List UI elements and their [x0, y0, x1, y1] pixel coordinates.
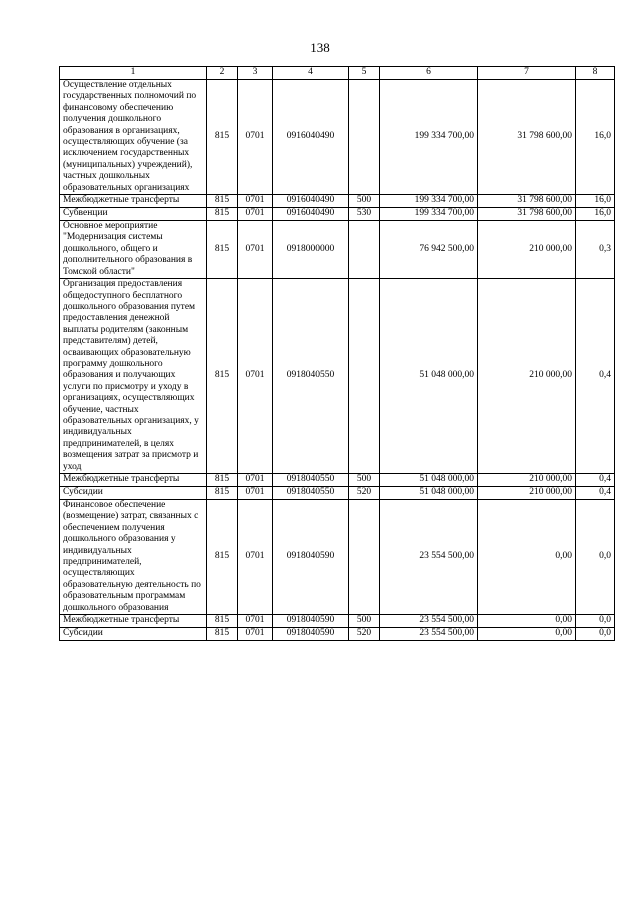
cell-expense-type: [349, 500, 380, 615]
cell-section: 0701: [238, 615, 273, 628]
cell-actual: 210 000,00: [478, 474, 576, 487]
row-name: Субвенции: [60, 208, 207, 221]
table-row: [60, 80, 615, 195]
cell-actual: 0,00: [478, 615, 576, 628]
cell-target-article: 0918000000: [273, 221, 349, 279]
cell-percent: 0,4: [576, 474, 615, 487]
cell-ministry: 815: [207, 615, 238, 628]
row-name: Финансовое обеспечение (возмещение) затрат, связанных с обеспечением получения дошкольного образования у индивидуальных предпринимателей, осуществляющих образовательную деятельность по образовательным программам дошкольного образования: [60, 500, 207, 615]
header-cell: 7: [478, 67, 576, 80]
cell-actual: 0,00: [478, 628, 576, 641]
header-cell: 1: [60, 67, 207, 80]
cell-plan: 76 942 500,00: [380, 221, 478, 279]
row-name: Субсидии: [60, 628, 207, 641]
row-name: Межбюджетные трансферты: [60, 615, 207, 628]
table-row: [60, 500, 615, 615]
cell-percent: 0,0: [576, 500, 615, 615]
cell-target-article: 0918040590: [273, 628, 349, 641]
cell-percent: 0,4: [576, 487, 615, 500]
cell-plan: 51 048 000,00: [380, 279, 478, 474]
cell-ministry: 815: [207, 208, 238, 221]
cell-target-article: 0918040590: [273, 615, 349, 628]
row-name: Межбюджетные трансферты: [60, 474, 207, 487]
cell-target-article: 0918040550: [273, 279, 349, 474]
cell-percent: 0,4: [576, 279, 615, 474]
cell-ministry: 815: [207, 195, 238, 208]
cell-section: 0701: [238, 474, 273, 487]
header-cell: 5: [349, 67, 380, 80]
table-row: [60, 279, 615, 474]
cell-actual: 210 000,00: [478, 487, 576, 500]
header-cell: 6: [380, 67, 478, 80]
cell-ministry: 815: [207, 500, 238, 615]
cell-section: 0701: [238, 628, 273, 641]
cell-plan: 23 554 500,00: [380, 628, 478, 641]
cell-ministry: 815: [207, 487, 238, 500]
cell-plan: 199 334 700,00: [380, 80, 478, 195]
budget-table: [59, 66, 615, 641]
table-row: [60, 195, 615, 208]
cell-percent: 0,0: [576, 615, 615, 628]
cell-percent: 0,0: [576, 628, 615, 641]
cell-plan: 51 048 000,00: [380, 487, 478, 500]
cell-expense-type: 500: [349, 615, 380, 628]
cell-target-article: 0918040550: [273, 474, 349, 487]
cell-percent: 16,0: [576, 208, 615, 221]
cell-target-article: 0916040490: [273, 208, 349, 221]
cell-target-article: 0918040550: [273, 487, 349, 500]
row-name: Межбюджетные трансферты: [60, 195, 207, 208]
cell-ministry: 815: [207, 279, 238, 474]
cell-expense-type: 500: [349, 195, 380, 208]
cell-expense-type: 500: [349, 474, 380, 487]
cell-ministry: 815: [207, 221, 238, 279]
cell-percent: 0,3: [576, 221, 615, 279]
cell-expense-type: [349, 80, 380, 195]
header-cell: 8: [576, 67, 615, 80]
cell-actual: 31 798 600,00: [478, 208, 576, 221]
cell-section: 0701: [238, 208, 273, 221]
cell-expense-type: 530: [349, 208, 380, 221]
cell-expense-type: [349, 221, 380, 279]
cell-expense-type: 520: [349, 487, 380, 500]
table-header-row: [60, 67, 615, 80]
cell-expense-type: 520: [349, 628, 380, 641]
cell-section: 0701: [238, 195, 273, 208]
table-row: [60, 221, 615, 279]
cell-actual: 31 798 600,00: [478, 195, 576, 208]
cell-target-article: 0918040590: [273, 500, 349, 615]
cell-section: 0701: [238, 279, 273, 474]
cell-target-article: 0916040490: [273, 80, 349, 195]
cell-expense-type: [349, 279, 380, 474]
cell-actual: 210 000,00: [478, 279, 576, 474]
header-cell: 2: [207, 67, 238, 80]
row-name: Организация предоставления общедоступного бесплатного дошкольного образования путем предоставления денежной выплаты родителям (законным представителям) детей, осваивающих образовательную программу дошкольного образования и получающих услуги по присмотру и уходу в организациях, осуществляющих обучение, частных образовательных организациях, у индивидуальных предпринимателей, в целях возмещения затрат за присмотр и уход: [60, 279, 207, 474]
cell-plan: 23 554 500,00: [380, 500, 478, 615]
cell-actual: 31 798 600,00: [478, 80, 576, 195]
cell-percent: 16,0: [576, 80, 615, 195]
cell-percent: 16,0: [576, 195, 615, 208]
cell-ministry: 815: [207, 628, 238, 641]
cell-section: 0701: [238, 487, 273, 500]
row-name: Основное мероприятие "Модернизация системы дошкольного, общего и дополнительного образования в Томской области": [60, 221, 207, 279]
cell-actual: 0,00: [478, 500, 576, 615]
table-row: [60, 628, 615, 641]
table-row: [60, 487, 615, 500]
header-cell: 4: [273, 67, 349, 80]
cell-section: 0701: [238, 221, 273, 279]
cell-ministry: 815: [207, 474, 238, 487]
row-name: Субсидии: [60, 487, 207, 500]
header-cell: 3: [238, 67, 273, 80]
cell-actual: 210 000,00: [478, 221, 576, 279]
table-row: [60, 208, 615, 221]
table-row: [60, 615, 615, 628]
cell-plan: 199 334 700,00: [380, 195, 478, 208]
table-row: [60, 474, 615, 487]
cell-plan: 199 334 700,00: [380, 208, 478, 221]
cell-section: 0701: [238, 500, 273, 615]
cell-plan: 51 048 000,00: [380, 474, 478, 487]
page-number: 138: [310, 40, 330, 55]
cell-target-article: 0916040490: [273, 195, 349, 208]
cell-plan: 23 554 500,00: [380, 615, 478, 628]
cell-section: 0701: [238, 80, 273, 195]
row-name: Осуществление отдельных государственных полномочий по финансовому обеспечению получения дошкольного образования в организациях, осуществляющих обучение (за исключением государственных (муниципальных) учреждений), частных дошкольных образовательных организациях: [60, 80, 207, 195]
cell-ministry: 815: [207, 80, 238, 195]
